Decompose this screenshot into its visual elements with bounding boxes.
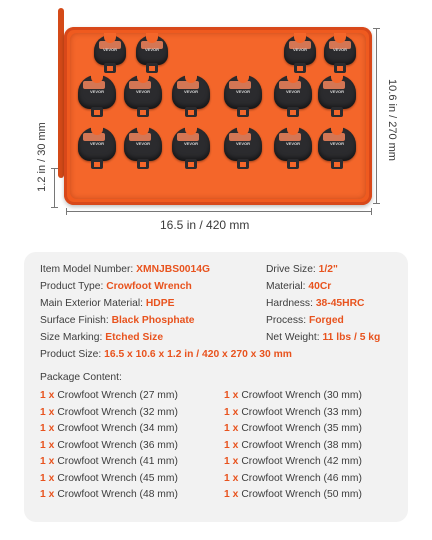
crowfoot-wrench bbox=[74, 127, 120, 173]
height-dimension-tick bbox=[373, 28, 380, 29]
package-item-qty: 1 x bbox=[224, 406, 239, 418]
wrench-brand-mark: VEVOR bbox=[285, 89, 300, 94]
spec-label: Product Size: bbox=[40, 349, 102, 360]
width-dimension-line bbox=[66, 211, 372, 212]
crowfoot-wrench bbox=[270, 75, 316, 121]
package-item-qty: 1 x bbox=[40, 439, 55, 451]
crowfoot-wrench bbox=[120, 127, 166, 173]
package-item-name: Crowfoot Wrench (48 mm) bbox=[57, 489, 178, 500]
spec-label: Net Weight: bbox=[266, 332, 320, 343]
package-item-qty: 1 x bbox=[40, 489, 55, 500]
package-item-qty: 1 x bbox=[224, 456, 239, 467]
height-dimension-tick bbox=[373, 203, 380, 204]
package-item-name: Crowfoot Wrench (35 mm) bbox=[241, 423, 362, 434]
spec-value: HDPE bbox=[145, 298, 175, 309]
package-item-name: Crowfoot Wrench (30 mm) bbox=[241, 390, 362, 401]
package-item bbox=[224, 456, 362, 467]
spec-net-weight bbox=[266, 332, 380, 343]
wrench-brand-mark: VEVOR bbox=[329, 89, 344, 94]
package-item-name: Crowfoot Wrench (32 mm) bbox=[57, 406, 178, 418]
package-item-qty: 1 x bbox=[224, 423, 239, 434]
package-item-name: Crowfoot Wrench (33 mm) bbox=[241, 406, 362, 418]
package-item-qty: 1 x bbox=[224, 489, 239, 500]
spec-hardness bbox=[266, 298, 364, 309]
package-item bbox=[224, 423, 362, 434]
spec-label: Product Type: bbox=[40, 281, 104, 292]
spec-drive-size bbox=[266, 264, 338, 275]
spec-label: Material: bbox=[266, 281, 306, 292]
wrench-brand-mark: VEVOR bbox=[285, 141, 300, 146]
package-item-qty: 1 x bbox=[40, 390, 55, 401]
package-item-name: Crowfoot Wrench (36 mm) bbox=[57, 439, 178, 451]
wrench-brand-mark: VEVOR bbox=[292, 47, 307, 52]
package-item bbox=[40, 390, 178, 401]
crowfoot-wrench bbox=[120, 75, 166, 121]
depth-dimension-tick bbox=[51, 168, 58, 169]
package-item-qty: 1 x bbox=[40, 456, 55, 467]
depth-dimension-tick bbox=[51, 207, 58, 208]
wrench-brand-mark: VEVOR bbox=[235, 89, 250, 94]
spec-model bbox=[40, 264, 210, 275]
package-item bbox=[224, 390, 362, 401]
wrench-brand-mark: VEVOR bbox=[183, 89, 198, 94]
spec-value: Forged bbox=[308, 315, 344, 326]
package-item-qty: 1 x bbox=[40, 406, 55, 418]
package-item bbox=[40, 489, 178, 500]
spec-value: 40Cr bbox=[308, 281, 332, 292]
spec-label: Item Model Number: bbox=[40, 264, 134, 275]
package-item-qty: 1 x bbox=[40, 472, 55, 484]
wrench-brand-mark: VEVOR bbox=[89, 89, 104, 94]
spec-panel bbox=[24, 252, 408, 522]
wrench-brand-mark: VEVOR bbox=[329, 141, 344, 146]
spec-label: Hardness: bbox=[266, 298, 313, 309]
width-dimension-label: 16.5 in / 420 mm bbox=[160, 218, 250, 232]
wrench-brand-mark: VEVOR bbox=[89, 141, 104, 146]
crowfoot-wrench bbox=[270, 127, 316, 173]
package-item bbox=[224, 473, 362, 484]
package-item-name: Crowfoot Wrench (34 mm) bbox=[57, 423, 178, 434]
package-content-title: Package Content: bbox=[40, 372, 122, 383]
spec-value: 16.5 x 10.6 x 1.2 in / 420 x 270 x 30 mm bbox=[104, 349, 292, 360]
spec-value: Black Phosphate bbox=[111, 315, 195, 326]
package-item-qty: 1 x bbox=[40, 423, 55, 434]
spec-surface-finish bbox=[40, 315, 195, 326]
product-image bbox=[0, 0, 432, 240]
package-item bbox=[40, 473, 178, 484]
spec-label: Process: bbox=[266, 315, 307, 326]
package-item-name: Crowfoot Wrench (27 mm) bbox=[57, 390, 178, 401]
height-dimension-line bbox=[376, 28, 377, 204]
spec-label: Surface Finish: bbox=[40, 315, 109, 326]
spec-value: 1/2" bbox=[318, 264, 338, 275]
spec-product-size bbox=[40, 349, 292, 360]
wrench-brand-mark: VEVOR bbox=[135, 89, 150, 94]
wrench-brand-mark: VEVOR bbox=[144, 47, 159, 52]
depth-dimension-line bbox=[54, 168, 55, 208]
package-item bbox=[224, 407, 362, 418]
crowfoot-wrench bbox=[90, 35, 130, 77]
crowfoot-wrench bbox=[168, 127, 214, 173]
package-item-name: Crowfoot Wrench (41 mm) bbox=[57, 456, 178, 467]
package-item bbox=[40, 456, 178, 467]
spec-product-type bbox=[40, 281, 192, 292]
wrench-brand-mark: VEVOR bbox=[332, 47, 347, 52]
package-item-qty: 1 x bbox=[224, 390, 239, 401]
spec-process bbox=[266, 315, 344, 326]
package-item bbox=[224, 440, 362, 451]
package-item-name: Crowfoot Wrench (46 mm) bbox=[241, 472, 362, 484]
spec-label: Drive Size: bbox=[266, 264, 316, 275]
spec-value: Crowfoot Wrench bbox=[106, 281, 192, 292]
wrench-brand-mark: VEVOR bbox=[135, 141, 150, 146]
depth-dimension-label: 1.2 in / 30 mm bbox=[36, 122, 48, 192]
crowfoot-wrench bbox=[168, 75, 214, 121]
wrench-brand-mark: VEVOR bbox=[102, 47, 117, 52]
spec-value: XMNJBS0014G bbox=[136, 264, 210, 275]
package-item bbox=[224, 489, 362, 500]
wrench-brand-mark: VEVOR bbox=[235, 141, 250, 146]
spec-size-marking bbox=[40, 332, 163, 343]
crowfoot-wrench bbox=[220, 127, 266, 173]
package-item bbox=[40, 407, 178, 418]
package-item-qty: 1 x bbox=[224, 439, 239, 451]
crowfoot-wrench bbox=[74, 75, 120, 121]
crowfoot-wrench bbox=[280, 35, 320, 77]
package-item-name: Crowfoot Wrench (45 mm) bbox=[57, 472, 178, 484]
package-item-qty: 1 x bbox=[224, 472, 239, 484]
case-tray bbox=[70, 33, 366, 199]
crowfoot-wrench bbox=[220, 75, 266, 121]
package-item bbox=[40, 440, 178, 451]
crowfoot-wrench bbox=[132, 35, 172, 77]
storage-case bbox=[64, 27, 372, 205]
height-dimension-label: 10.6 in / 270 mm bbox=[386, 79, 398, 161]
width-dimension-tick bbox=[371, 208, 372, 215]
crowfoot-wrench bbox=[314, 127, 360, 173]
crowfoot-wrench bbox=[320, 35, 360, 77]
package-item-name: Crowfoot Wrench (50 mm) bbox=[241, 489, 362, 500]
spec-value: Etched Size bbox=[105, 332, 164, 343]
spec-label: Size Marking: bbox=[40, 332, 103, 343]
spec-label: Main Exterior Material: bbox=[40, 298, 143, 309]
package-item-name: Crowfoot Wrench (42 mm) bbox=[241, 456, 362, 467]
spec-value: 38-45HRC bbox=[315, 298, 365, 309]
spec-material bbox=[266, 281, 331, 292]
width-dimension-tick bbox=[66, 208, 67, 215]
spec-value: 11 lbs / 5 kg bbox=[322, 332, 381, 343]
package-item bbox=[40, 423, 178, 434]
wrench-brand-mark: VEVOR bbox=[183, 141, 198, 146]
package-item-name: Crowfoot Wrench (38 mm) bbox=[241, 439, 362, 451]
spec-exterior-material bbox=[40, 298, 174, 309]
crowfoot-wrench bbox=[314, 75, 360, 121]
